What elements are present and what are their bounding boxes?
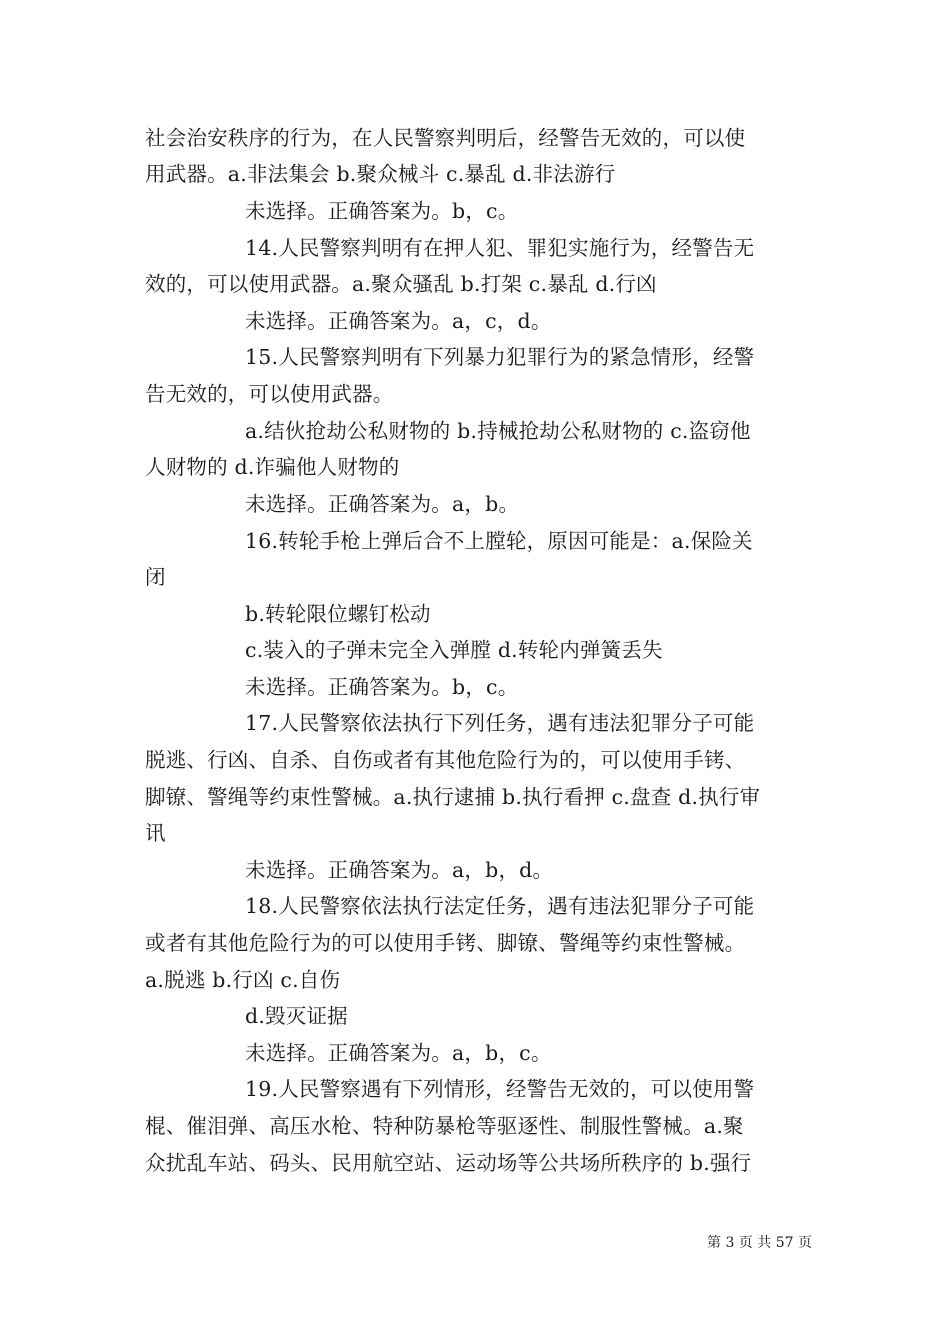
text-line: 未选择。正确答案为。a，b，d。 [245, 858, 554, 882]
text-line: 未选择。正确答案为。a，c，d。 [245, 309, 552, 333]
text-line: 未选择。正确答案为。b，c。 [245, 199, 519, 223]
text-line: 告无效的，可以使用武器。 [145, 382, 394, 406]
text-line: 用武器。a.非法集会 b.聚众械斗 c.暴乱 d.非法游行 [145, 162, 616, 186]
text-line: c.装入的子弹未完全入弹膛 d.转轮内弹簧丢失 [245, 638, 663, 662]
text-line: 脚镣、警绳等约束性警械。a.执行逮捕 b.执行看押 c.盘查 d.执行审 [145, 785, 761, 809]
text-line: 19.人民警察遇有下列情形，经警告无效的，可以使用警 [245, 1077, 755, 1101]
text-line: 众扰乱车站、码头、民用航空站、运动场等公共场所秩序的 b.强行 [145, 1151, 752, 1175]
page-number-footer: 第 3 页 共 57 页 [707, 1235, 812, 1251]
text-line: 17.人民警察依法执行下列任务，遇有违法犯罪分子可能 [245, 711, 755, 735]
text-line: 社会治安秩序的行为，在人民警察判明后，经警告无效的，可以使 [145, 126, 746, 150]
text-line: 脱逃、行凶、自杀、自伤或者有其他危险行为的，可以使用手铐、 [145, 748, 746, 772]
text-line: 效的，可以使用武器。a.聚众骚乱 b.打架 c.暴乱 d.行凶 [145, 272, 657, 296]
text-line: 或者有其他危险行为的可以使用手铐、脚镣、警绳等约束性警械。 [145, 931, 746, 955]
text-line: 人财物的 d.诈骗他人财物的 [145, 455, 400, 479]
text-line: 棍、催泪弹、高压水枪、特种防暴枪等驱逐性、制服性警械。a.聚 [145, 1114, 744, 1138]
text-line: 16.转轮手枪上弹后合不上膛轮，原因可能是：a.保险关 [245, 529, 753, 553]
text-line: 未选择。正确答案为。a，b。 [245, 492, 520, 516]
text-line: 未选择。正确答案为。b，c。 [245, 675, 519, 699]
text-line: a.结伙抢劫公私财物的 b.持械抢劫公私财物的 c.盗窃他 [245, 419, 751, 443]
text-line: 闭 [145, 565, 166, 589]
text-line: 18.人民警察依法执行法定任务，遇有违法犯罪分子可能 [245, 894, 755, 918]
text-line: b.转轮限位螺钉松动 [245, 602, 431, 626]
text-line: 讯 [145, 821, 166, 845]
text-line: a.脱逃 b.行凶 c.自伤 [145, 968, 341, 992]
text-line: 14.人民警察判明有在押人犯、罪犯实施行为，经警告无 [245, 236, 755, 260]
text-line: d.毁灭证据 [245, 1004, 348, 1028]
text-line: 15.人民警察判明有下列暴力犯罪行为的紧急情形，经警 [245, 345, 755, 369]
text-line: 未选择。正确答案为。a，b，c。 [245, 1041, 552, 1065]
